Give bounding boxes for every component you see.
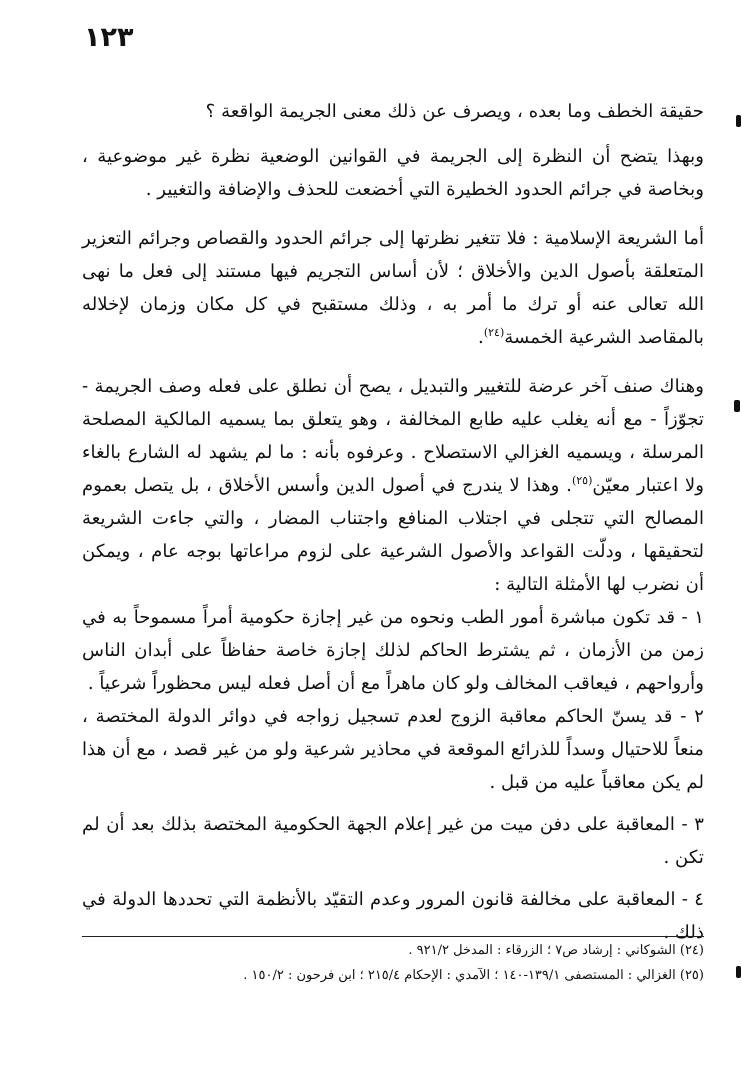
scan-edge-mark: [734, 400, 740, 412]
scan-edge-mark: [736, 115, 741, 127]
list-item: ٣ - المعاقبة على دفن ميت من غير إعلام الجهة الحكومية المختصة بذلك بعد أن لم تكن .: [82, 814, 704, 868]
paragraph-text: وهناك صنف آخر عرضة للتغيير والتبديل ، يصح أن نطلق على فعله وصف الجريمة - تجوّزاً - مع أنه يغلب عليه طابع المخالفة ، وهو يتعلق بما يسميه المالكية المصلحة المرسلة ، ويسميه الغزالي الاستصلاح . وعرفوه بأنه : ما لم يشهد له الشارع بالغاء ولا اعتبار معيّن: [82, 376, 704, 496]
footnote-ref: (٢٤): [483, 326, 505, 339]
footnote: (٢٥) الغزالي : المستصفى ١٣٩/١-١٤٠ ؛ الآمدي : الإحكام ٢١٥/٤ ؛ ابن فرحون : ١٥٠/٢ .: [243, 968, 704, 983]
paragraph: [82, 370, 704, 601]
list-item: ٢ - قد يسنّ الحاكم معاقبة الزوج لعدم تسجيل زواجه في دوائر الدولة المختصة ، منعاً للاحتيال وسداً للذرائع الموقعة في محاذير شرعية ولو من غير قصد ، مع أن هذا لم يكن معاقباً عليه من قبل .: [82, 706, 704, 793]
list-item: ١ - قد تكون مباشرة أمور الطب ونحوه من غير إجازة حكومية أمراً مسموحاً به في زمن من الأزمان ، ثم يشترط الحاكم لذلك إجازة خاصة حفاظاً على أبدان الناس وأرواحهم ، فيعاقب المخالف ولو كان ماهراً مع أن أصل فعله ليس محظوراً شرعياً .: [82, 607, 704, 694]
list-item: ٤ - المعاقبة على مخالفة قانون المرور وعدم التقيّد بالأنظمة التي تحددها الدولة في ذلك .: [82, 889, 704, 943]
paragraph: وبهذا يتضح أن النظرة إلى الجريمة في القوانين الوضعية نظرة غير موضوعية ، وبخاصة في جرائم الحدود الخطيرة التي أخضعت للحذف والإضافة والتغيير .: [82, 146, 704, 200]
paragraph-text: . وهذا لا يندرج في أصول الدين وأسس الأخلاق ، بل يتصل بعموم المصالح التي تتجلى في اجتلاب المنافع واجتناب المضار ، والتي جاءت الشريعة لتحقيقها ، ودلّت القواعد والأصول الشرعية على لزوم مراعاتها بوجه عام ، ويمكن أن نضرب لها الأمثلة التالية :: [82, 475, 704, 595]
paragraph-text: أما الشريعة الإسلامية : فلا تتغير نظرتها إلى جرائم الحدود والقصاص وجرائم التعزير المتعلقة بأصول الدين والأخلاق ؛ لأن أساس التجريم فيها مستند إلى فعل ما نهى الله تعالى عنه أو ترك ما أمر به ، وذلك مستقبح في كل مكان وزمان لإخلاله بالمقاصد الشرعية الخمسة: [82, 228, 704, 348]
paragraph: حقيقة الخطف وما بعده ، ويصرف عن ذلك معنى الجريمة الواقعة ؟: [205, 101, 704, 122]
scan-edge-mark: [736, 966, 741, 978]
footnote-divider: [82, 936, 704, 937]
page-number: ١٢٣: [84, 22, 134, 53]
footnote: (٢٤) الشوكاني : إرشاد ص٧ ؛ الزرقاء : المدخل ٩٢١/٢ .: [408, 943, 704, 958]
paragraph: أما الشريعة الإسلامية : فلا تتغير نظرتها إلى جرائم الحدود والقصاص وجرائم التعزير المتعلقة بأصول الدين والأخلاق ؛ لأن أساس التجريم فيها مستند إلى فعل ما نهى الله تعالى عنه أو ترك ما أمر به ، وذلك مستقبح في كل مكان وزمان لإخلاله بالمقاصد الشرعية الخمسة$^{(٢٤)}$.: [82, 228, 704, 348]
footnote-ref: (٢٥): [571, 474, 593, 487]
body-text: [82, 95, 704, 949]
footnotes: [82, 938, 704, 988]
